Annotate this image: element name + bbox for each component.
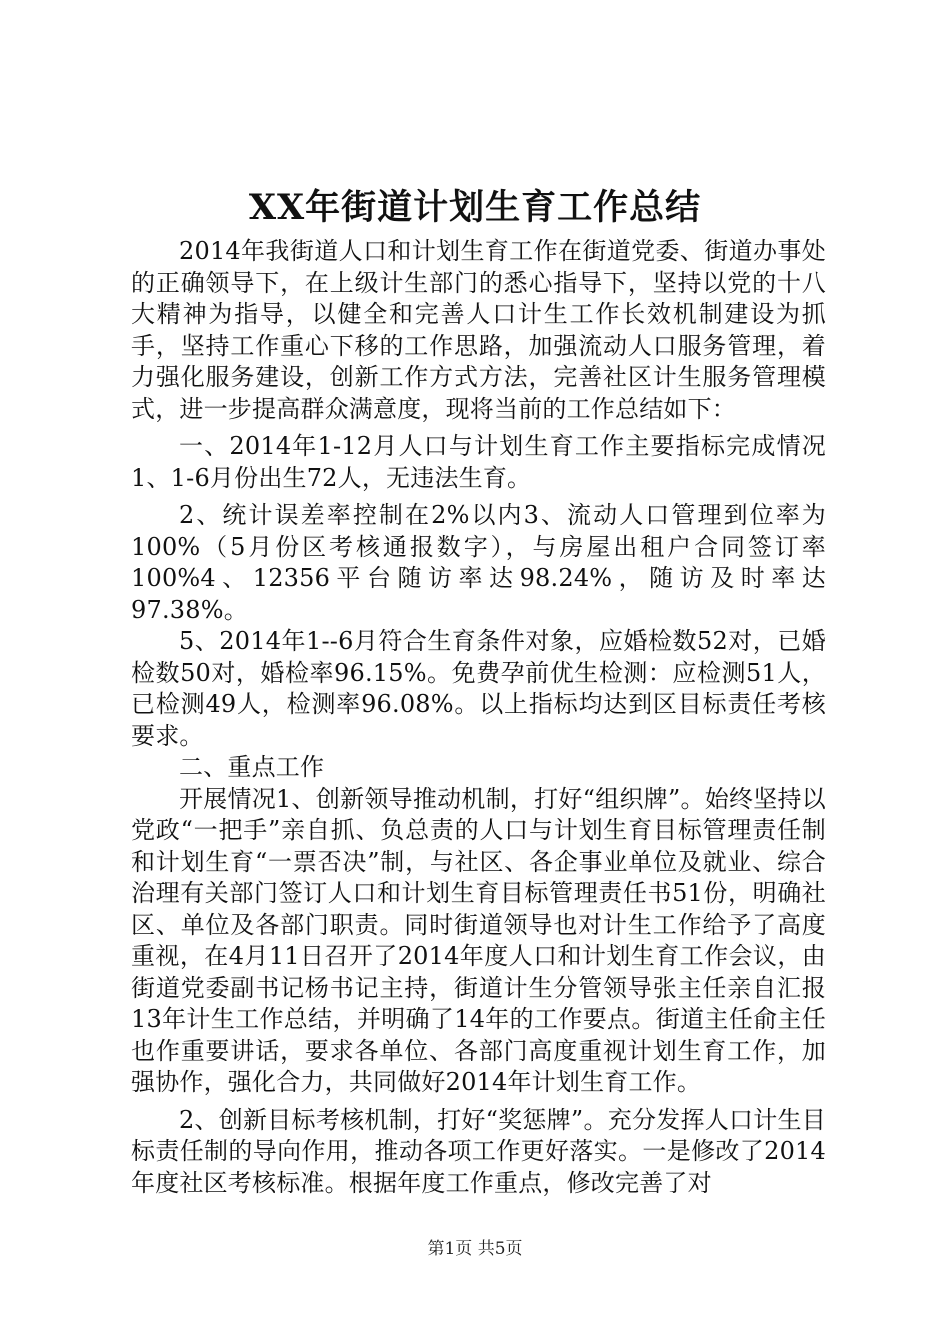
document-body [131,236,826,1199]
paragraph-intro: 2014年我街道人口和计划生育工作在街道党委、街道办事处的正确领导下，在上级计生部门的悉心指导下，坚持以党的十八大精神为指导，以健全和完善人口计生工作长效机制建设为抓手，坚持工作重心下移的工作思路，加强流动人口服务管理，着力强化服务建设，创新工作方式方法，完善社区计生服务管理模式，进一步提高群众满意度，现将当前的工作总结如下： [131,237,826,423]
paragraph-section-two-heading: 二、重点工作 [179,753,325,781]
paragraph-key-work-2: 2、创新目标考核机制，打好“奖惩牌”。充分发挥人口计生目标责任制的导向作用，推动各项工作更好落实。一是修改了2014年度社区考核标准。根据年度工作重点，修改完善了对 [131,1105,826,1197]
paragraph-item-5: 5、2014年1--6月符合生育条件对象，应婚检数52对，已婚检数50对，婚检率96.15%。免费孕前优生检测：应检测51人，已检测49人，检测率96.08%。以上指标均达到区目标责任考核要求。 [131,627,826,750]
page-footer: 第1页 共5页 [427,1239,523,1259]
paragraph-key-work-1: 开展情况1、创新领导推动机制，打好“组织牌”。始终坚持以党政“一把手”亲自抓、负总责的人口与计划生育目标管理责任制和计划生育“一票否决”制，与社区、各企事业单位及就业、综合治理有关部门签订人口和计划生育目标管理责任书51份，明确社区、单位及各部门职责。同时街道领导也对计生工作给予了高度重视，在4月11日召开了2014年度人口和计划生育工作会议，由街道党委副书记杨书记主持，街道计生分管领导张主任亲自汇报13年计生工作总结，并明确了14年的工作要点。街道主任俞主任也作重要讲话，要求各单位、各部门高度重视计划生育工作，加强协作，强化合力，共同做好2014年计划生育工作。 [131,784,826,1096]
paragraph-section-one: 一、2014年1-12月人口与计划生育工作主要指标完成情况1、1-6月份出生72人，无违法生育。 [131,432,826,492]
document-title: XX年街道计划生育工作总结 [248,187,702,228]
paragraph-item-2-4: 2、统计误差率控制在2%以内3、流动人口管理到位率为100%（5月份区考核通报数字），与房屋出租户合同签订率100%4、12356平台随访率达98.24%，随访及时率达97.38%。 [131,501,826,624]
